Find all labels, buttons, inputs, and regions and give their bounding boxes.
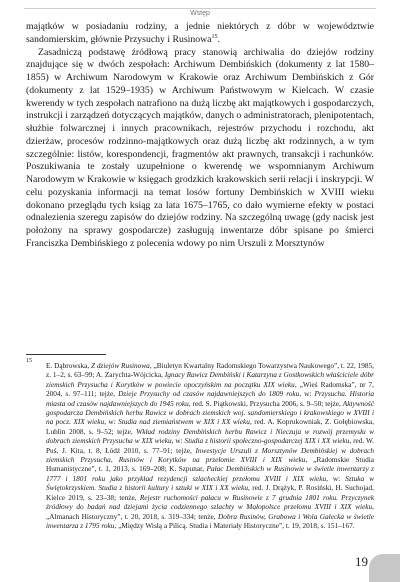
paragraph-continuation: majątków w posiadaniu rodziny, a jednie niektórych z dóbr w województwie sandomierskim, głównie Przysuchy i Rusinowa$^{15}$. — [26, 21, 374, 45]
running-header — [0, 2, 400, 20]
page-number: 19 — [355, 554, 368, 569]
main-text — [26, 21, 374, 251]
footnote: 15 E. Dąbrowska, Z dziejów Rusinowa, „Biuletyn Kwartalny Radomskiego Towarzystwa Naukowego”, t. 22, 1985, z. 1–2, s. 63–99; A. Zarychta-Wójcicka, Ignacy Rawicz Dembiński i Katarzyna z Gostkowskich właściciele dóbr ziemskich Przysucha i Korytków w powiecie opoczyńskim na początku XIX wieku, „Wieś Radomska”, nr 7, 2004, s. 97–111; tejże, Dzieje Przysuchy od czasów najdawniejszych do 1809 roku, w: Przysucha. Historia miasta od czasów najdawniejszych do 1945 roku, red. S. Piątkowski, Przysucha 2006, s. 9–50; tejże, Aktywność gospodarcza Dembińskich herbu Rawicz w dobrach ziemskich woj. sandomierskiego i krakowskiego w XVIII i na pocz. XIX wieku, w: Studia nad ziemiaństwem w XIX i XX wieku, red. A. Koprukowniak, Z. Gołębiowska, Lublin 2008, s. 9–52; tejże, Wkład rodziny Dembińskich herbu Rawicz i Nieczuja w rozwój przemysłu w dobrach ziemskich Przysucha w XIX wieku, w: Studia z historii społeczno-gospodarczej XIX i XX wieku, red. W. Puś, J. Kita, t. 8, Łódź 2010, s. 77–91; tejże, Inwestycje Urszuli z Morsztynów Dembińskiej w dobrach ziemskich Przysucha, Rusinów i Korytków na przełomie XVIII i XIX wieku, „Radomskie Studia Humanistyczne”, t. 1, 2013, s. 169–208; K. Szpunar, Pałac Dembińskich w Rusinowie w świetle inwentarzy z 1777 i 1801 roku jako przykład rezydencji szlacheckiej przełomu XVIII i XIX wieku, w: Sztuka w Świętokrzyskiem. Studia z historii kultury i sztuki w XIX i XX wieku, red. J. Drążyk, P. Rosiński, H. Suchojad, Kielce 2019, s. 23–38; tenże, Rejestr ruchomości pałacu w Rusinowie z 7 grudnia 1801 roku. Przyczynek źródłowy do badań nad dziejami życia codziennego szlachty w Małopolsce przełomu XVIII i XIX wieku, „Almanach Historyczny”, t. 20, 2018, s. 319–334; tenże, Dobra Rusinów, Grabowa i Wola Gałecka w świetle inwentarza z 1795 roku, „Między Wisłą a Pilicą. Studia i Materiały Historyczne”, t. 19, 2018, s. 151–167. — [26, 358, 374, 530]
footnote-reference[interactable]: 15 — [211, 33, 218, 40]
section-title: Wstęp — [184, 10, 216, 17]
page-corner-tab — [369, 554, 400, 582]
footnote-separator — [26, 354, 106, 355]
paragraph-sources: Zasadniczą podstawę źródłową pracy stanowią archiwalia do dziejów rodziny znajdujące się w dwóch zespołach: Archiwum Dembińskich (dokumenty z lat 1580–1855) w Archiwum Narodowym w Krakowie oraz Archiwum Dembińskich z Gór (dokumenty z lat 1529–1935) w Archiwum Państwowym w Kielcach. W czasie kwerendy w tych zespołach natrafiono na dużą liczbę akt majątkowych i gospodarczych, instrukcji i zarządzeń dotyczących majątków, danych o administratorach, plenipotentach, służbie folwarcznej i innych pracownikach, rejestrów przychodu i rozchodu, akt dzierżaw, procesów rodzinno-majątkowych oraz dużą liczbę akt rodzinnych, a w tym szczególnie: listów, korespondencji, fragmentów akt prawnych, transakcji i rachunków. Poszukiwania te zostały uzupełnione o kwerendę we wspomnianym Archiwum Narodowym w Krakowie w księgach grodzkich krakowskich serii relacji i inskrypcji. W celu pozyskania informacji na temat losów fortuny Dembińskich w XVIII wieku dokonano przeglądu tych ksiąg za lata 1675–1765, co dało wymierne efekty w postaci odnalezienia szeregu zapisów do dziejów rodziny. Na szczególną uwagę (gdy nacisk jest położony na sprawy gospodarcze) zasługują inwentarze dóbr spisane po śmierci Franciszka Dembińskiego z polecenia wdowy po nim Urszuli z Morsztynów — [26, 46, 374, 249]
